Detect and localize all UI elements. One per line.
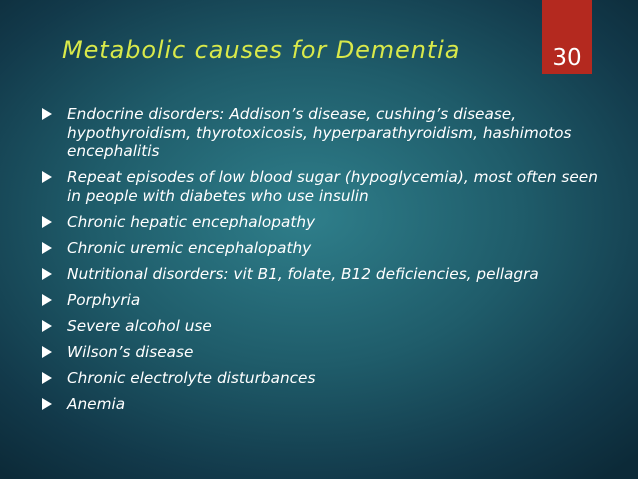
arrow-right-icon xyxy=(42,242,52,254)
bullet-item xyxy=(42,291,602,310)
bullet-text: Chronic electrolyte disturbances xyxy=(67,369,316,388)
bullet-item xyxy=(42,369,602,388)
arrow-right-icon xyxy=(42,320,52,332)
page-number: 30 xyxy=(552,45,582,71)
bullet-text: Endocrine disorders: Addison’s disease, cushing’s disease, hypothyroidism, thyrotoxicosis, hyperparathyroidism, hashimotos encephalitis xyxy=(67,105,572,160)
bullet-item xyxy=(42,105,602,161)
bullet-item xyxy=(42,395,602,414)
arrow-right-icon xyxy=(42,171,52,183)
arrow-right-icon xyxy=(42,372,52,384)
page-number-badge xyxy=(542,0,592,74)
bullet-text: Chronic uremic encephalopathy xyxy=(67,238,312,257)
bullet-item xyxy=(42,317,602,336)
bullet-item xyxy=(42,213,602,232)
arrow-right-icon xyxy=(42,108,52,120)
bullet-text: Porphyria xyxy=(67,290,141,309)
bullet-list xyxy=(42,105,602,421)
arrow-right-icon xyxy=(42,398,52,410)
slide-title: Metabolic causes for Dementia xyxy=(62,36,461,64)
arrow-right-icon xyxy=(42,268,52,280)
bullet-text: Wilson’s disease xyxy=(67,343,194,362)
bullet-item xyxy=(42,265,602,284)
bullet-text: Nutritional disorders: vit B1, folate, B12 deficiencies, pellagra xyxy=(67,264,539,283)
bullet-text: Repeat episodes of low blood sugar (hypoglycemia), most often seen in people with diabetes who use insulin xyxy=(67,168,598,205)
bullet-text: Anemia xyxy=(67,395,126,414)
bullet-item xyxy=(42,343,602,362)
bullet-text: Chronic hepatic encephalopathy xyxy=(67,212,316,231)
arrow-right-icon xyxy=(42,346,52,358)
arrow-right-icon xyxy=(42,216,52,228)
bullet-item xyxy=(42,239,602,258)
arrow-right-icon xyxy=(42,294,52,306)
bullet-text: Severe alcohol use xyxy=(67,317,212,336)
bullet-item xyxy=(42,168,602,205)
